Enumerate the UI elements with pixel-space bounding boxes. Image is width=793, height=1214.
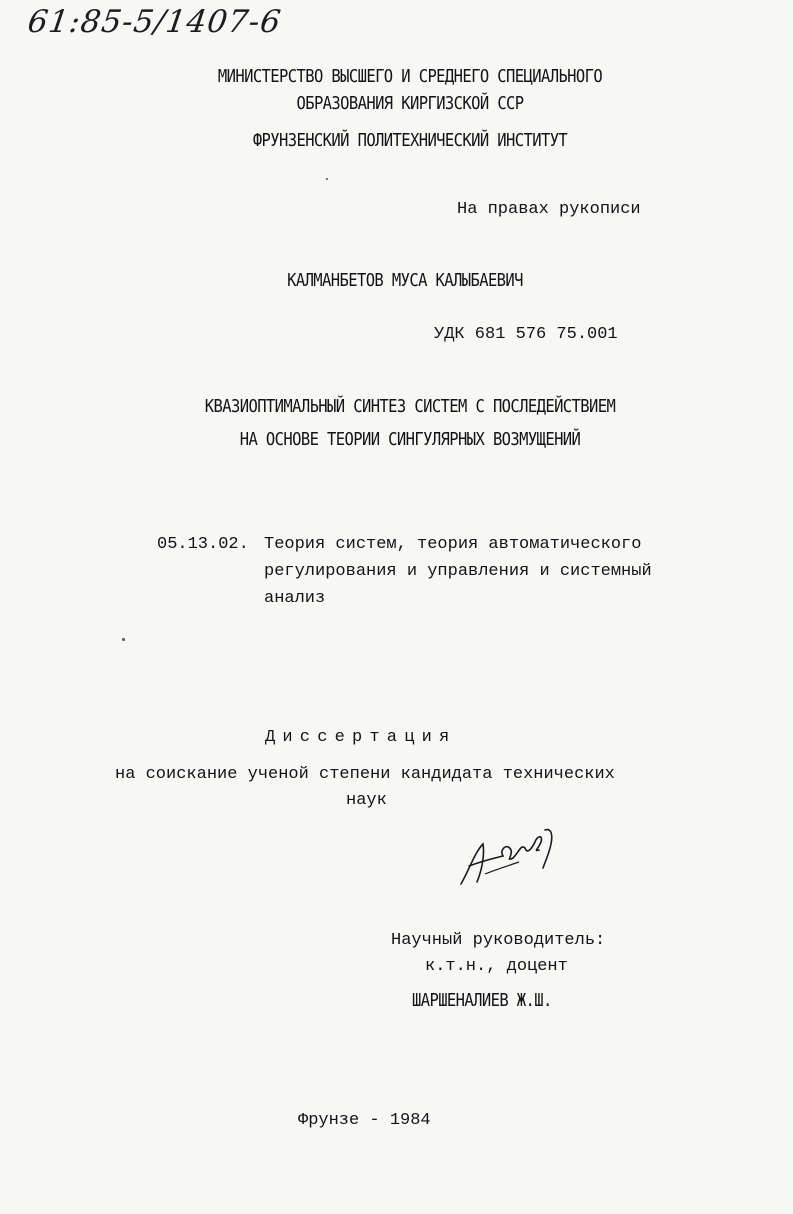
udc-code: УДК 681 576 75.001: [434, 325, 618, 344]
author-name: КАЛМАНБЕТОВ МУСА КАЛЫБАЕВИЧ: [287, 270, 523, 291]
title-line-2: НА ОСНОВЕ ТЕОРИИ СИНГУЛЯРНЫХ ВОЗМУЩЕНИЙ: [239, 429, 581, 450]
handwritten-signature: [455, 822, 565, 892]
institute-name: ФРУНЗЕНСКИЙ ПОЛИТЕХНИЧЕСКИЙ ИНСТИТУТ: [252, 130, 568, 151]
specialty-line-1: Теория систем, теория автоматического: [264, 535, 642, 554]
title-line-1: КВАЗИОПТИМАЛЬНЫЙ СИНТЕЗ СИСТЕМ С ПОСЛЕДЕЙСТВИЕМ: [204, 396, 616, 417]
scan-speck: [122, 638, 125, 641]
supervisor-rank: к.т.н., доцент: [425, 957, 568, 976]
supervisor-label: Научный руководитель:: [391, 931, 606, 950]
ministry-line-1: МИНИСТЕРСТВО ВЫСШЕГО И СРЕДНЕГО СПЕЦИАЛЬНОГО: [217, 66, 603, 87]
scan-speck: [326, 178, 328, 180]
ministry-line-2: ОБРАЗОВАНИЯ КИРГИЗСКОЙ ССР: [296, 93, 524, 114]
city-year: Фрунзе - 1984: [298, 1111, 431, 1130]
archive-mark-handwritten: 61:85-5/1407-6: [25, 4, 284, 40]
degree-line-1: на соискание ученой степени кандидата технических: [115, 765, 615, 784]
specialty-code: 05.13.02.: [157, 535, 249, 554]
supervisor-name: ШАРШЕНАЛИЕВ Ж.Ш.: [412, 990, 552, 1011]
manuscript-rights: На правах рукописи: [457, 200, 641, 219]
degree-line-2: наук: [346, 791, 387, 810]
specialty-line-2: регулирования и управления и системный: [264, 562, 652, 581]
specialty-line-3: анализ: [264, 589, 326, 608]
dissertation-heading: Диссертация: [265, 728, 457, 747]
